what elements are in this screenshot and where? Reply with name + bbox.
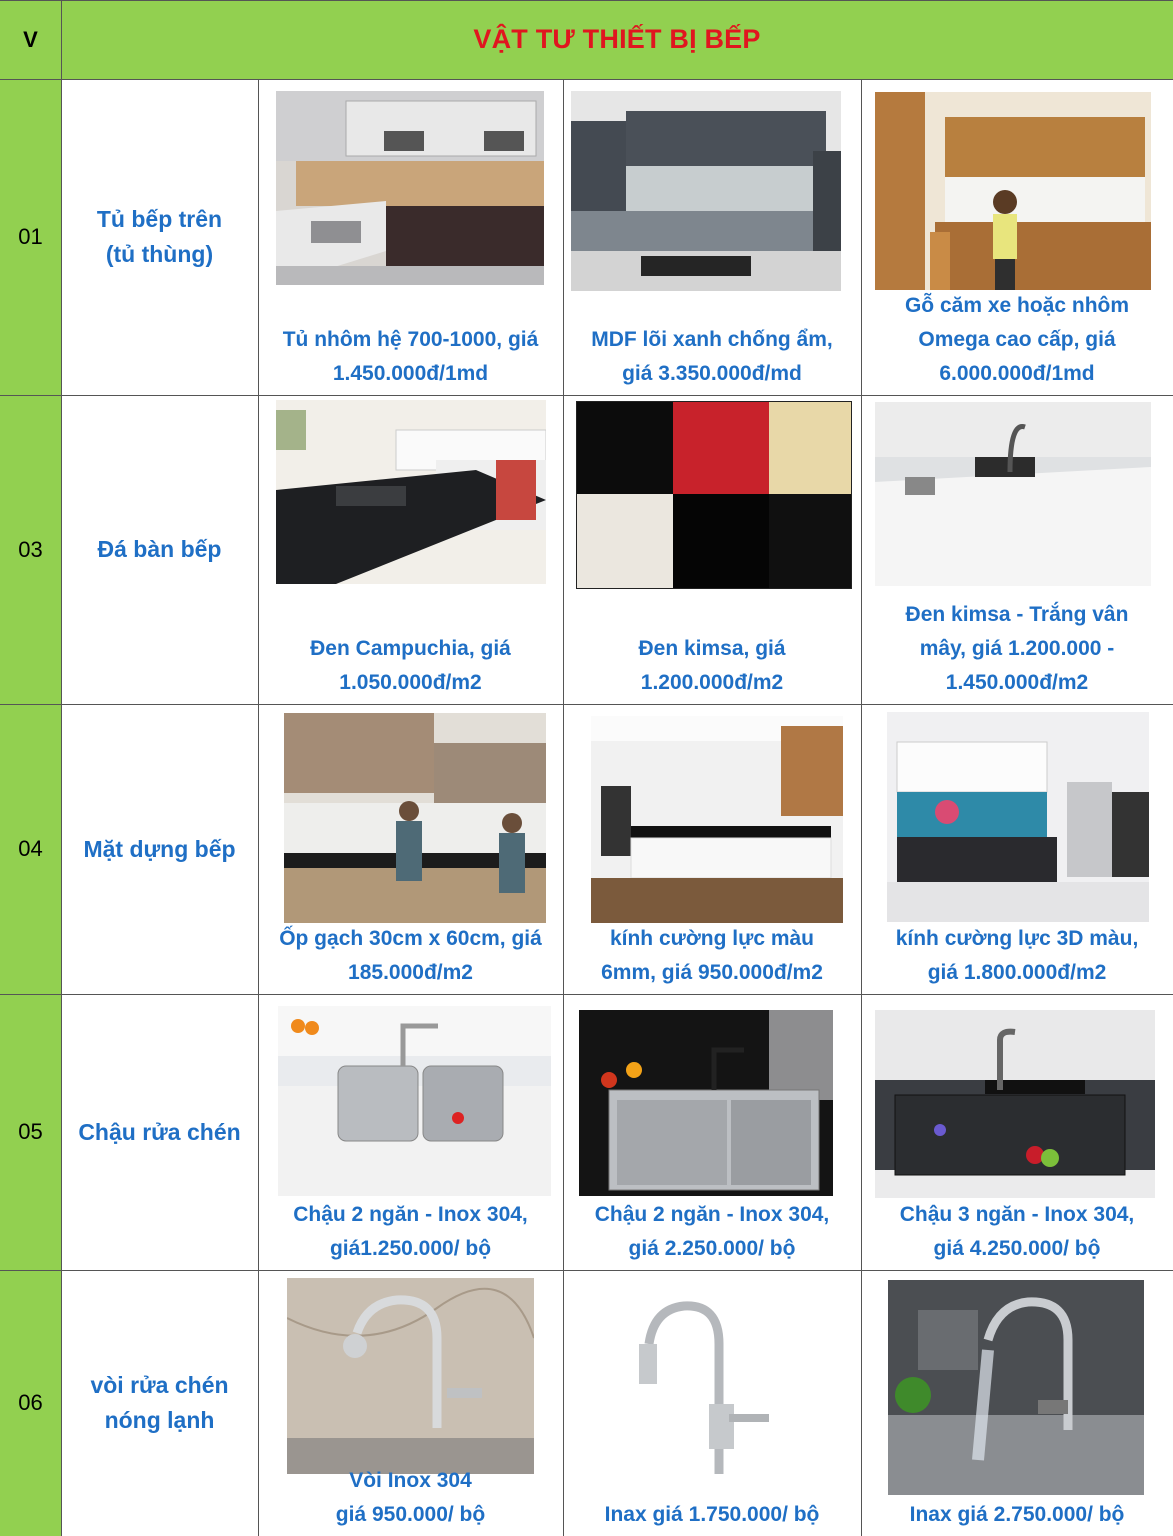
- item-caption: kính cường lực 3D màu, giá 1.800.000đ/m2: [895, 927, 1139, 984]
- kitchen-photo: [875, 92, 1151, 290]
- item-cell: [861, 79, 1173, 395]
- item-cell: [563, 395, 861, 704]
- row-label-text: Tủ bếp trên (tủ thùng): [96, 206, 223, 267]
- sink-photo: [278, 1006, 551, 1196]
- row-label-text: Chậu rửa chén: [78, 1118, 241, 1145]
- item-caption: Ốp gạch 30cm x 60cm, giá 185.000đ/m2: [279, 927, 542, 984]
- row-number: 05: [0, 994, 61, 1270]
- kitchen-photo: [276, 400, 546, 584]
- grid-line: [0, 704, 1173, 705]
- row-label-text: Mặt dựng bếp: [83, 835, 236, 862]
- item-cell: [563, 1270, 861, 1536]
- row-number: 06: [0, 1270, 61, 1536]
- kitchen-photo: [276, 91, 544, 285]
- grid-line: [563, 79, 564, 1536]
- item-caption: Inax giá 2.750.000/ bộ: [909, 1503, 1125, 1526]
- item-caption: Inax giá 1.750.000/ bộ: [604, 1503, 820, 1526]
- grid-line: [258, 79, 259, 1536]
- kitchen-photo: [875, 402, 1151, 586]
- kitchen-photo: [887, 712, 1149, 922]
- sheet-title: VẬT TƯ THIẾT BỊ BẾP: [61, 0, 1173, 79]
- item-cell: [258, 395, 563, 704]
- row-number: 03: [0, 395, 61, 704]
- item-cell: [563, 79, 861, 395]
- item-cell: [861, 704, 1173, 994]
- kitchen-photo: [571, 91, 841, 291]
- item-cell: [563, 704, 861, 994]
- granite-samples-photo: [576, 401, 852, 589]
- sink-photo: [875, 1010, 1155, 1198]
- header-column-label: V: [0, 0, 61, 79]
- row-label: [61, 79, 258, 395]
- item-caption: Chậu 3 ngăn - Inox 304, giá 4.250.000/ bộ: [899, 1203, 1135, 1260]
- item-cell: [258, 994, 563, 1270]
- kitchen-photo: [284, 713, 546, 923]
- row-number: 04: [0, 704, 61, 994]
- faucet-photo: [599, 1284, 829, 1484]
- row-label: [61, 704, 258, 994]
- item-caption: Vòi Inox 304 giá 950.000/ bộ: [335, 1469, 486, 1526]
- item-cell: [563, 994, 861, 1270]
- item-caption: Tủ nhôm hệ 700-1000, giá 1.450.000đ/1md: [282, 328, 539, 385]
- item-cell: [258, 1270, 563, 1536]
- faucet-photo: [287, 1278, 534, 1474]
- row-label-text: Đá bàn bếp: [97, 536, 222, 562]
- grid-line: [0, 79, 1173, 80]
- item-caption: Đen kimsa - Trắng vân mây, giá 1.200.000 - 1.450.000đ/m2: [905, 603, 1129, 694]
- row-number: 01: [0, 79, 61, 395]
- grid-line: [61, 0, 62, 1536]
- item-cell: [861, 395, 1173, 704]
- item-caption: Chậu 2 ngăn - Inox 304, giá 2.250.000/ bộ: [594, 1203, 830, 1260]
- row-label-text: vòi rửa chén nóng lạnh: [90, 1372, 229, 1433]
- row-label: [61, 994, 258, 1270]
- item-caption: kính cường lực màu 6mm, giá 950.000đ/m2: [601, 927, 823, 984]
- item-cell: [861, 1270, 1173, 1536]
- item-cell: [258, 704, 563, 994]
- item-caption: Gỗ căm xe hoặc nhôm Omega cao cấp, giá 6.000.000đ/1md: [904, 294, 1130, 385]
- faucet-photo: [888, 1280, 1144, 1495]
- grid-line: [861, 79, 862, 1536]
- grid-line: [0, 395, 1173, 396]
- row-label: [61, 395, 258, 704]
- item-caption: MDF lõi xanh chống ẩm, giá 3.350.000đ/md: [591, 328, 833, 385]
- item-caption: Đen Campuchia, giá 1.050.000đ/m2: [310, 637, 511, 694]
- item-caption: Chậu 2 ngăn - Inox 304, giá1.250.000/ bộ: [293, 1203, 528, 1260]
- grid-line: [0, 994, 1173, 995]
- sink-photo: [579, 1010, 833, 1196]
- item-cell: [861, 994, 1173, 1270]
- grid-line: [0, 1270, 1173, 1271]
- item-cell: [258, 79, 563, 395]
- grid-line: [0, 0, 1173, 1]
- row-label: [61, 1270, 258, 1536]
- kitchen-photo: [591, 716, 843, 923]
- item-caption: Đen kimsa, giá 1.200.000đ/m2: [638, 637, 786, 694]
